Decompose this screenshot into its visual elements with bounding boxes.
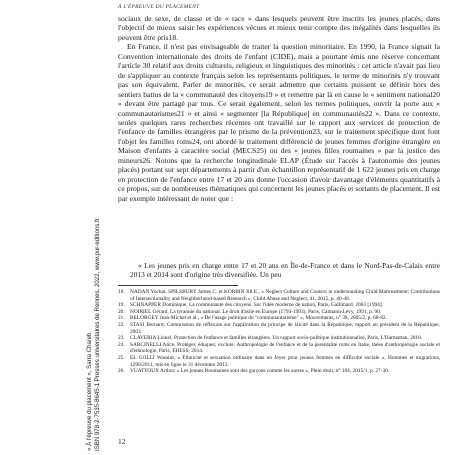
footnote [118, 322, 440, 335]
footnote-number: 25. [118, 354, 125, 361]
footnote-number: 23. [118, 335, 125, 342]
quote-text: « Les jeunes pris en charge entre 17 et 20 ans en Île-de-France et dans le Nord-Pas-de-Calais entre 2013 et 2014 sont d'origine très diversifiée. Un peu [130, 261, 440, 280]
footnote [118, 289, 440, 302]
footnote-number: 19. [118, 302, 125, 309]
side-citation-isbn: ISBN 978-2-7535-8645-1 Presses universitaires de Rennes, 2022, www.pur-editions.fr [94, 218, 101, 451]
footnote [118, 315, 440, 322]
footnote-number: 26. [118, 368, 125, 375]
footnote-text: VUATTOUX Arthur, « Les jeunes Roumaines sont des garçons comme les autres », Plein droit, n° 104, 2015/1, p. 27-30. [130, 368, 390, 375]
footnote-text: SARCINELLI Alice, Protéger, éduquer, exclure. Anthropologie de l'enfance et de la parentalité roms en Italie, thèse d'anthropologie sociale et d'ethnologie, Paris, EHESS, 2014. [130, 341, 440, 355]
footnotes [118, 289, 440, 375]
running-header: À L'ÉPREUVE DU PLACEMENT [118, 4, 200, 10]
page-number: 12 [118, 437, 126, 446]
footnote-number: 24. [118, 341, 125, 348]
footnote-text: NADAN Yochai, SPILSBURY James C. et KORBIN Jill E., « Neglect Culture and Context in understanding Child Maltreatment: Contributions of Intersectionality and Neighborhood-based Research », Child Abuse and Neglect, 41, 2015, p. 40-48. [130, 289, 440, 302]
footnote-text: EL GOLLI Wassim, « Ethnicité et sexuation ordinaire dans un foyer pour jeunes femmes en difficulté sociale », Hommes et migrations, 1290/2011, mis en ligne le 31 décembre 2013. [130, 354, 440, 368]
footnote-text: BELORGEY Jean-Michel et al., « De l'usage politique du "communautarisme" », Mouvements, n° 38, 2005/2, p. 68-82. [130, 315, 387, 322]
block-quote [130, 261, 440, 280]
paragraph-1: sociaux de sexe, de classe et de « race » dans lesquels peuvent être inscrits les jeunes placés, dans l'objectif de mieux saisir les expériences vécues et mieux tenir compte des inégalités dans lesquelles ils peuvent être pris18. [118, 14, 440, 42]
body-text [118, 14, 440, 203]
footnote-number: 18. [118, 289, 125, 295]
footnote [118, 355, 440, 368]
footnote-number: 20. [118, 308, 125, 315]
footnote [118, 335, 440, 342]
footnote-text: STASI Bernard, Commission de réflexion sur l'application du principe de laïcité dans la République, rapport au président de la République, 2003. [130, 321, 440, 335]
footnote [118, 302, 440, 309]
footnote [118, 368, 440, 375]
side-citation-title: « À l'épreuve du placement », Sarra Chaïeb [86, 332, 93, 451]
footnote-text: SCHNAPPER Dominique, La communauté des citoyens. Sur l'idée moderne de nation, Paris, Gallimard, 2003 [1994]. [130, 302, 383, 309]
footnote-text: NOIRIEL Gérard, La tyrannie du national. Le droit d'asile en Europe (1793-1993), Paris, Calmann-Lévy, 1991, p. 90. [130, 308, 382, 315]
footnote-separator [118, 285, 238, 286]
footnote-number: 21. [118, 315, 125, 322]
footnote [118, 342, 440, 355]
footnote-text: CLAVERIA Lionel, Protection de l'enfance et familles étrangères. Un rapport socio-politique institutionnalisé, Paris, L'Harmattan, 2018. [130, 335, 423, 342]
footnote-number: 22. [118, 321, 125, 328]
paragraph-2: En France, il n'est pas envisageable de traiter la question minoritaire. En 1990, la France signait la Convention internationale des droits de l'enfant (CIDE), mais a pourtant émis une réserve concernant l'article 30 relatif aux droits culturels, religieux et linguistiques des minorités : cet article n'avait pas lieu de s'appliquer au contexte français selon les représentants politiques, le terme de minorités n'y trouvant pas son équivalent. Parler de minorités, ce serait admettre que certains puissent se définir hors des sentiers battus de la « communauté des citoyens19 » et remettre par là en cause le « sentiment national20 » devant être partagé par tous. Ce serait également, selon les termes politiques, ouvrir la porte aux « communautarismes21 » et ainsi « segmenter [la République] en communautés22 ». Dans ce contexte, seules quelques rares recherches récentes ont travaillé sur le rapport aux services de protection de l'enfance de familles étrangères par le prisme de la prévention23, sur le traitement spécifique dont font l'objet les familles roms24, ont abordé le traitement différencié de jeunes femmes d'origine étrangère en Maison d'enfants à caractère social (MECS25) ou des « jeunes filles roumaines » par la justice des mineurs26. Notons que la recherche longitudinale ELAP (Étude sur l'accès à l'autonomie des jeunes placés) portant sur sept départements à partir d'un échantillon représentatif de 1 622 jeunes pris en charge en protection de l'enfance entre 17 et 20 ans donne l'occasion d'avoir davantage d'éléments quantitatifs à ce propos, sur de nombreuses thématiques qui concernent les jeunes placés et sortants de placement. Il est par exemple intéressant de noter que : [118, 42, 440, 203]
